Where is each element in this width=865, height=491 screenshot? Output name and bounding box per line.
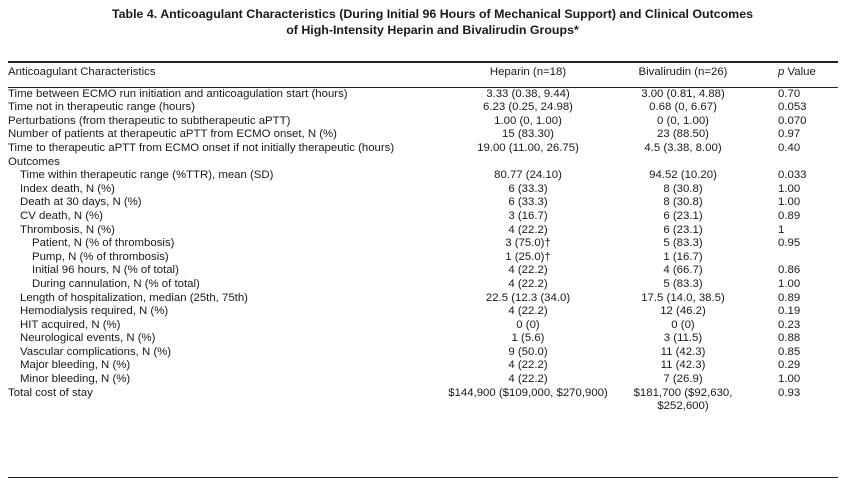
bivalirudin-value: 1 (16.7) <box>663 250 703 263</box>
heparin-value: 1 (25.0)† <box>505 250 551 263</box>
row-label: Total cost of stay <box>8 386 93 399</box>
p-value: 1.00 <box>778 196 801 209</box>
header-p-italic: p <box>778 66 785 78</box>
p-value: 0.070 <box>778 114 807 127</box>
heparin-value: 6.23 (0.25, 24.98) <box>483 101 573 114</box>
bivalirudin-value: 8 (30.8) <box>663 182 703 195</box>
header-heparin: Heparin (n=18) <box>489 66 567 78</box>
p-value: 1 <box>778 223 785 236</box>
p-value: 0.19 <box>778 305 801 318</box>
bivalirudin-value: 5 (83.3) <box>663 277 703 290</box>
p-value: 0.97 <box>778 128 801 141</box>
row-label: Neurological events, N (%) <box>20 332 156 345</box>
p-value: 0.40 <box>778 141 801 154</box>
bivalirudin-value: 5 (83.3) <box>663 237 703 250</box>
p-value: 0.033 <box>778 169 807 182</box>
bottom-rule <box>8 477 838 478</box>
bivalirudin-value: 23 (88.50) <box>657 128 709 141</box>
row-label: Initial 96 hours, N (% of total) <box>32 264 179 277</box>
bivalirudin-value: 3 (11.5) <box>663 332 703 345</box>
header-bivalirudin: Bivalirudin (n=26) <box>638 66 728 78</box>
heparin-value: 1 (5.6) <box>511 332 545 345</box>
row-label: During cannulation, N (% of total) <box>32 277 200 290</box>
heparin-value: 3.33 (0.38, 9.44) <box>486 87 570 100</box>
heparin-value: 0 (0) <box>516 318 540 331</box>
p-value: 0.89 <box>778 291 801 304</box>
row-label: Length of hospitalization, median (25th, 75th) <box>20 291 248 304</box>
table-row <box>8 359 838 373</box>
heparin-value: $144,900 ($109,000, $270,900) <box>448 386 608 399</box>
heparin-value: 4 (22.2) <box>508 373 548 386</box>
table-row <box>8 346 838 360</box>
bivalirudin-value: 7 (26.9) <box>663 373 703 386</box>
row-label: Index death, N (%) <box>20 182 115 195</box>
heparin-value: 6 (33.3) <box>508 196 548 209</box>
heparin-value: 1.00 (0, 1.00) <box>494 114 562 127</box>
table-title-line-1: Table 4. Anticoagulant Characteristics (During Initial 96 Hours of Mechanical Support) and Clinical Outcomes <box>112 7 753 21</box>
bivalirudin-value: 11 (42.3) <box>660 359 706 372</box>
bivalirudin-value: 6 (23.1) <box>663 209 703 222</box>
row-label: Time not in therapeutic range (hours) <box>8 101 195 114</box>
heparin-value: 6 (33.3) <box>508 182 548 195</box>
heparin-value: 19.00 (11.00, 26.75) <box>477 141 579 154</box>
row-label: Major bleeding, N (%) <box>20 359 131 372</box>
bivalirudin-value: 94.52 (10.20) <box>649 169 717 182</box>
header-p-value <box>758 66 838 88</box>
table-row <box>8 237 838 251</box>
p-value <box>758 251 838 265</box>
table-row <box>8 224 838 238</box>
row-label: Patient, N (% of thrombosis) <box>32 237 175 250</box>
p-value: 0.70 <box>778 87 801 100</box>
p-value: 1.00 <box>778 373 801 386</box>
bivalirudin-value: 11 (42.3) <box>660 345 706 358</box>
p-value: 0.053 <box>778 101 807 114</box>
heparin-value: 4 (22.2) <box>508 277 548 290</box>
bivalirudin-value: 6 (23.1) <box>663 223 703 236</box>
p-value: 0.88 <box>778 332 801 345</box>
table-row <box>8 264 838 278</box>
row-label: Minor bleeding, N (%) <box>20 373 131 386</box>
p-value: 0.29 <box>778 359 801 372</box>
table-row <box>8 196 838 210</box>
table-row <box>8 278 838 292</box>
section-row-outcomes <box>8 156 838 170</box>
heparin-value: 3 (75.0)† <box>505 237 551 250</box>
heparin-value: 9 (50.0) <box>508 345 548 358</box>
header-p-rest: Value <box>784 66 816 78</box>
row-label: Perturbations (from therapeutic to subtherapeutic aPTT) <box>8 114 291 127</box>
row-label: HIT acquired, N (%) <box>20 318 121 331</box>
data-table <box>8 66 838 414</box>
table-row <box>8 183 838 197</box>
table-row <box>8 115 838 129</box>
p-value: 0.93 <box>778 386 801 399</box>
row-label: Time between ECMO run initiation and anticoagulation start (hours) <box>8 87 348 100</box>
heparin-value: 4 (22.2) <box>508 359 548 372</box>
bivalirudin-value: 0 (0, 1.00) <box>657 114 709 127</box>
p-value: 0.23 <box>778 318 801 331</box>
bivalirudin-value: 0.68 (0, 6.67) <box>649 101 717 114</box>
row-label: Pump, N (% of thrombosis) <box>32 250 169 263</box>
bivalirudin-value: 4 (66.7) <box>663 264 703 277</box>
row-label: Number of patients at therapeutic aPTT from ECMO onset, N (%) <box>8 128 337 141</box>
heparin-value: 15 (83.30) <box>502 128 554 141</box>
table-row <box>8 142 838 156</box>
table-row <box>8 319 838 333</box>
p-value: 0.85 <box>778 345 801 358</box>
row-label: Thrombosis, N (%) <box>20 223 115 236</box>
table-row <box>8 292 838 306</box>
p-value: 1.00 <box>778 182 801 195</box>
table-title-line-2: of High-Intensity Heparin and Bivalirudin Groups* <box>286 23 579 37</box>
table-row <box>8 88 838 102</box>
bivalirudin-value <box>608 156 758 170</box>
p-value <box>758 156 838 170</box>
header-characteristics: Anticoagulant Characteristics <box>8 66 156 78</box>
heparin-value: 22.5 (12.3 (34.0) <box>485 291 571 304</box>
row-label: Time to therapeutic aPTT from ECMO onset if not initially therapeutic (hours) <box>8 141 395 154</box>
bivalirudin-value: 8 (30.8) <box>663 196 703 209</box>
row-label: Hemodialysis required, N (%) <box>20 305 169 318</box>
top-rule <box>8 61 838 63</box>
p-value: 0.86 <box>778 264 801 277</box>
bivalirudin-value: 0 (0) <box>671 318 695 331</box>
table-row <box>8 101 838 115</box>
table-row <box>8 210 838 224</box>
table-row <box>8 332 838 346</box>
table-title <box>0 6 865 38</box>
heparin-value: 80.77 (24.10) <box>494 169 562 182</box>
heparin-value: 4 (22.2) <box>508 223 548 236</box>
section-label-outcomes: Outcomes <box>8 155 60 168</box>
bivalirudin-value: 17.5 (14.0, 38.5) <box>641 291 725 304</box>
table-row <box>8 373 838 387</box>
bivalirudin-value: 12 (46.2) <box>660 305 706 318</box>
bivalirudin-value: 4.5 (3.38, 8.00) <box>644 141 722 154</box>
table-row <box>8 251 838 265</box>
table-row <box>8 387 838 414</box>
table-row <box>8 128 838 142</box>
p-value: 0.95 <box>778 237 801 250</box>
table-row <box>8 169 838 183</box>
table-header-row <box>8 66 838 88</box>
p-value: 1.00 <box>778 277 801 290</box>
table-row <box>8 305 838 319</box>
row-label: CV death, N (%) <box>20 209 103 222</box>
row-label: Vascular complications, N (%) <box>20 345 172 358</box>
heparin-value <box>448 156 608 170</box>
row-label: Death at 30 days, N (%) <box>20 196 142 209</box>
bivalirudin-value: $181,700 ($92,630, $252,600) <box>633 386 733 413</box>
p-value: 0.89 <box>778 209 801 222</box>
row-label: Time within therapeutic range (%TTR), mean (SD) <box>20 169 274 182</box>
heparin-value: 4 (22.2) <box>508 264 548 277</box>
heparin-value: 4 (22.2) <box>508 305 548 318</box>
bivalirudin-value: 3.00 (0.81, 4.88) <box>641 87 725 100</box>
heparin-value: 3 (16.7) <box>508 209 548 222</box>
